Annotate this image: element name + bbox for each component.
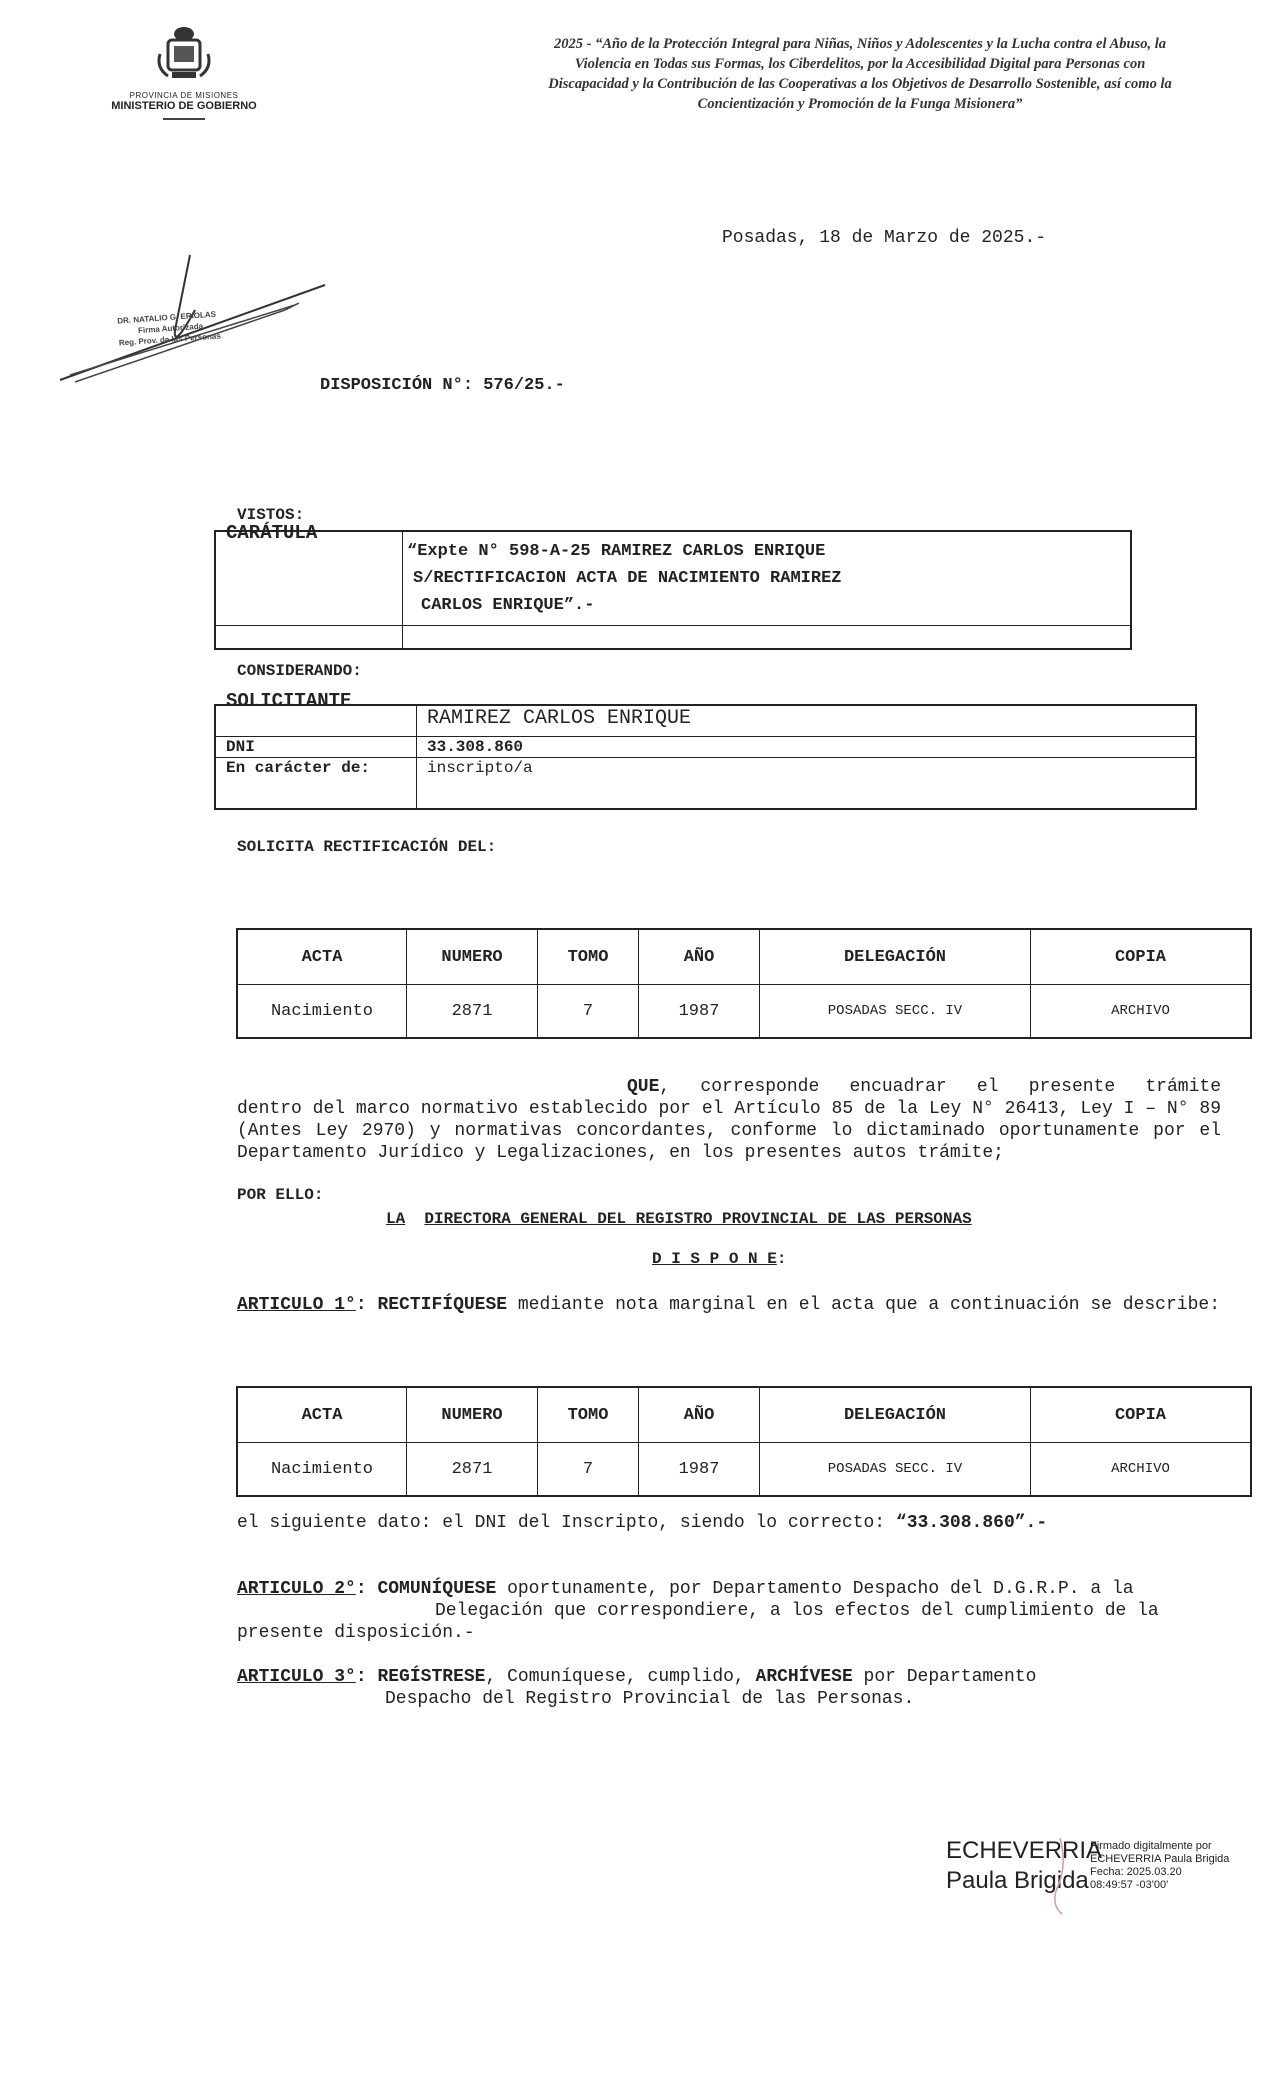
- art1-text: mediante nota marginal en el acta que a continuación se describe:: [507, 1295, 1220, 1315]
- dni-label: DNI: [215, 737, 417, 758]
- disposicion-number: DISPOSICIÓN N°: 576/25.-: [320, 376, 565, 395]
- delegacion-header: DELEGACIÓN: [760, 929, 1031, 985]
- art1-bold: RECTIFÍQUESE: [377, 1295, 508, 1315]
- art3-bold-1: REGÍSTRESE: [377, 1667, 486, 1687]
- delegacion-cell: POSADAS SECC. IV: [760, 1443, 1031, 1497]
- art2-bold: COMUNÍQUESE: [377, 1579, 497, 1599]
- copia-header: COPIA: [1031, 1387, 1252, 1443]
- logo-rule: [163, 118, 205, 120]
- table-row: [237, 1443, 1251, 1497]
- signature-detail-3: Fecha: 2025.03.20: [1090, 1866, 1182, 1878]
- que-text-2: dentro del marco normativo establecido por el Artículo 85 de la Ley N° 26413, Ley I – N° 89 (Antes Ley 2970) y normativas concordantes, conforme lo dictaminado oportunamente por el Departamento Jurídico y Legalizaciones, en los presentes autos trámite;: [237, 1099, 1221, 1163]
- art2-text-1: oportunamente, por Departamento Despacho del D.G.R.P. a la: [496, 1579, 1134, 1599]
- articulo-1: ARTICULO 1°: RECTIFÍQUESE mediante nota marginal en el acta que a continuación se describe:: [237, 1295, 1220, 1315]
- signature-detail-1: Firmado digitalmente por: [1090, 1840, 1212, 1852]
- dispone-text: D I S P O N E: [652, 1250, 777, 1268]
- dato-line: [237, 1512, 1221, 1534]
- delegacion-cell: POSADAS SECC. IV: [760, 985, 1031, 1039]
- caratula-line-2: S/RECTIFICACION ACTA DE NACIMIENTO RAMIREZ: [413, 569, 842, 588]
- dato-bold: “33.308.860”.-: [895, 1513, 1048, 1533]
- anio-header: AÑO: [639, 1387, 760, 1443]
- tomo-cell: 7: [538, 1443, 639, 1497]
- acta-table-1: [236, 928, 1252, 1039]
- signer-given-name: Paula Brigida: [946, 1867, 1089, 1894]
- que-text-1: , corresponde encuadrar el presente trámite: [659, 1077, 1221, 1097]
- province-name: PROVINCIA DE MISIONES: [129, 91, 239, 100]
- document-date: Posadas, 18 de Marzo de 2025.-: [722, 228, 1047, 248]
- copia-cell: ARCHIVO: [1031, 985, 1252, 1039]
- signature-detail-2: ECHEVERRIA Paula Brigida: [1090, 1853, 1230, 1865]
- table-row: [237, 985, 1251, 1039]
- acta-cell: Nacimiento: [237, 1443, 407, 1497]
- signature-detail-4: 08:49:57 -03'00': [1090, 1879, 1169, 1891]
- anio-cell: 1987: [639, 985, 760, 1039]
- numero-header: NUMERO: [407, 929, 538, 985]
- acta-table-2: [236, 1386, 1252, 1497]
- digital-signature: [946, 1836, 1246, 1916]
- solicitante-value: RAMIREZ CARLOS ENRIQUE: [417, 705, 1197, 737]
- caratula-table: [214, 530, 1132, 650]
- acta-header: ACTA: [237, 929, 407, 985]
- anio-header: AÑO: [639, 929, 760, 985]
- solicitante-table: [214, 704, 1197, 810]
- por-ello-label: POR ELLO:: [237, 1186, 324, 1204]
- dispone-heading: D I S P O N E:: [652, 1250, 787, 1268]
- art2-text-3: presente disposición.-: [237, 1623, 475, 1643]
- dni-value: 33.308.860: [417, 737, 1197, 758]
- tomo-header: TOMO: [538, 1387, 639, 1443]
- acta-header: ACTA: [237, 1387, 407, 1443]
- copia-header: COPIA: [1031, 929, 1252, 985]
- caracter-label: En carácter de:: [215, 758, 417, 810]
- articulo-2: ARTICULO 2°: COMUNÍQUESE oportunamente, por Departamento Despacho del D.G.R.P. a la Delegación que correspondiere, a los efectos del cumplimiento de la presente disposición.-: [237, 1578, 1221, 1644]
- caracter-value: inscripto/a: [417, 758, 1197, 810]
- considerando-label: CONSIDERANDO:: [237, 662, 362, 680]
- numero-cell: 2871: [407, 985, 538, 1039]
- que-paragraph: [237, 1076, 1221, 1164]
- art3-bold-2: ARCHÍVESE: [755, 1667, 853, 1687]
- stamp-line-1: DR. NATALIO G. ERIOLAS: [117, 309, 217, 326]
- art3-label: ARTICULO 3°: [237, 1667, 356, 1687]
- caratula-label: CARÁTULA: [226, 522, 318, 544]
- art3-text-2: por Departamento: [852, 1667, 1037, 1687]
- art1-label: ARTICULO 1°: [237, 1295, 356, 1315]
- ministry-name: MINISTERIO DE GOBIERNO: [111, 100, 257, 112]
- signer-surname: ECHEVERRIA: [946, 1837, 1103, 1864]
- ministry-logo: [104, 24, 264, 120]
- dato-text: el siguiente dato: el DNI del Inscripto, siendo lo correcto:: [237, 1513, 896, 1533]
- solicitante-label: SOLICITANTE: [226, 690, 352, 712]
- art3-text-3: Despacho del Registro Provincial de las Personas.: [385, 1689, 915, 1709]
- year-motto: 2025 - “Año de la Protección Integral para Niñas, Niños y Adolescentes y la Lucha contra el Abuso, la Violencia en Todas sus Formas, los Ciberdelitos, por la Accesibilidad Digital para Personas con Discapacidad y la Contribución de las Cooperativas a los Objetivos de Desarrollo Sostenible, así como la Concientización y Promoción de la Funga Misionera”: [548, 36, 1172, 112]
- caratula-value: [403, 531, 1132, 626]
- directora-title: DIRECTORA GENERAL DEL REGISTRO PROVINCIAL DE LAS PERSONAS: [424, 1210, 972, 1228]
- art2-label: ARTICULO 2°: [237, 1579, 356, 1599]
- art2-text-2: Delegación que correspondiere, a los efectos del cumplimiento de la: [435, 1601, 1159, 1621]
- caratula-line-1: “Expte N° 598-A-25 RAMIREZ CARLOS ENRIQUE: [407, 542, 826, 561]
- copia-cell: ARCHIVO: [1031, 1443, 1252, 1497]
- art3-text-1: , Comuníquese, cumplido,: [485, 1667, 756, 1687]
- directora-heading: [386, 1210, 972, 1228]
- signature-flourish-icon: [1050, 1836, 1070, 1916]
- solicita-label: SOLICITA RECTIFICACIÓN DEL:: [237, 838, 497, 856]
- caratula-line-3: CARLOS ENRIQUE”.-: [421, 596, 595, 615]
- signature-details: [1090, 1840, 1229, 1892]
- caratula-label-cell: [215, 531, 403, 626]
- numero-header: NUMERO: [407, 1387, 538, 1443]
- vistos-label: VISTOS:: [237, 506, 305, 524]
- provincial-seal-icon: [152, 24, 216, 84]
- directora-la: LA: [386, 1210, 406, 1228]
- que-bold: QUE: [627, 1077, 660, 1097]
- articulo-3: ARTICULO 3°: REGÍSTRESE, Comuníquese, cumplido, ARCHÍVESE por Departamento Despacho del Registro Provincial de las Personas.: [237, 1666, 1221, 1710]
- delegacion-header: DELEGACIÓN: [760, 1387, 1031, 1443]
- stamp-line-3: Reg. Prov. de las Personas: [118, 331, 222, 348]
- anio-cell: 1987: [639, 1443, 760, 1497]
- tomo-cell: 7: [538, 985, 639, 1039]
- acta-cell: Nacimiento: [237, 985, 407, 1039]
- tomo-header: TOMO: [538, 929, 639, 985]
- stamp-line-2: Firma Autorizada: [137, 321, 204, 336]
- numero-cell: 2871: [407, 1443, 538, 1497]
